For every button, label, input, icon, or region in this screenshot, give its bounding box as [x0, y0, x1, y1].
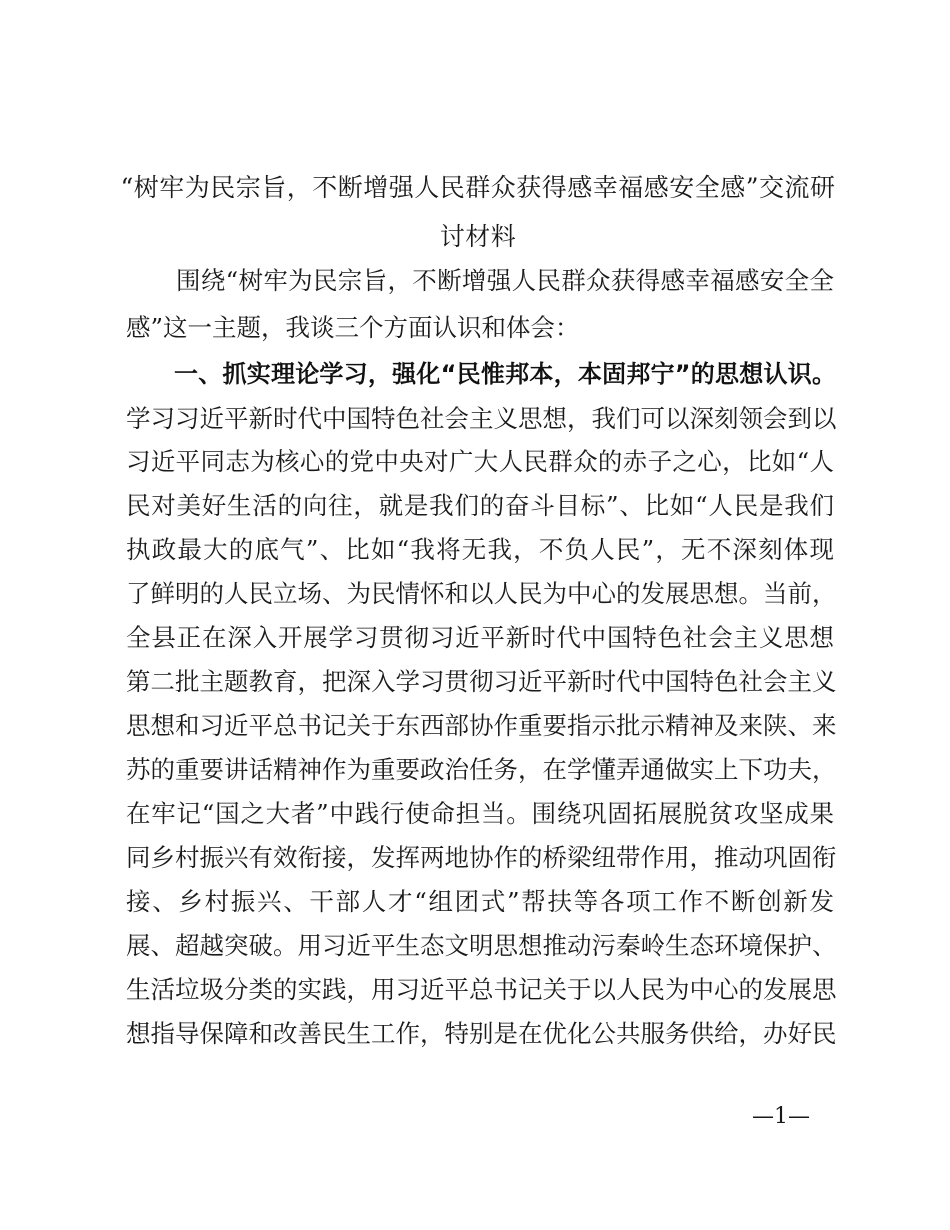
- body-line-15: 想指导保障和改善民生工作，特别是在优化公共服务供给，办好民: [126, 1019, 837, 1048]
- body-line-12: 接、乡村振兴、干部人才“组团式”帮扶等各项工作不断创新发: [126, 887, 834, 916]
- body-line-5: 了鲜明的人民立场、为民情怀和以人民为中心的发展思想。当前，: [126, 579, 837, 608]
- body-line-6: 全县正在深入开展学习贯彻习近平新时代中国特色社会主义思想: [126, 623, 834, 652]
- body-line-11: 同乡村振兴有效衔接，发挥两地协作的桥梁纽带作用，推动巩固衔: [126, 843, 837, 872]
- body-line-10: 在牢记“国之大者”中践行使命担当。围绕巩固拓展脱贫攻坚成果: [126, 799, 834, 828]
- body-line-3: 民对美好生活的向往，就是我们的奋斗目标”、比如“人民是我们: [126, 491, 834, 520]
- body-line-9: 苏的重要讲话精神作为重要政治任务，在学懂弄通做实上下功夫，: [126, 755, 837, 784]
- document-title-line-1: “树牢为民宗旨，不断增强人民群众获得感幸福感安全感”交流研: [120, 173, 836, 202]
- body-line-4: 执政最大的底气”、比如“我将无我，不负人民”，无不深刻体现: [126, 535, 834, 564]
- body-line-2: 习近平同志为核心的党中央对广大人民群众的赤子之心，比如“人: [126, 447, 834, 476]
- body-line-1: 学习习近平新时代中国特色社会主义思想，我们可以深刻领会到以: [126, 404, 837, 433]
- body-line-13: 展、超越突破。用习近平生态文明思想推动污秦岭生态环境保护、: [126, 931, 837, 960]
- intro-paragraph-line-2: 感”这一主题，我谈三个方面认识和体会：: [126, 313, 580, 342]
- page-number: —1—: [752, 1104, 810, 1129]
- body-line-8: 思想和习近平总书记关于东西部协作重要指示批示精神及来陕、来: [126, 711, 837, 740]
- section-heading-1: 一、抓实理论学习，强化“民惟邦本，本固邦宁”的思想认识。: [174, 360, 836, 388]
- intro-paragraph-line-1: 围绕“树牢为民宗旨，不断增强人民群众获得感幸福感安全全: [176, 266, 834, 295]
- body-line-7: 第二批主题教育，把深入学习贯彻习近平新时代中国特色社会主义: [126, 667, 837, 696]
- document-title-line-2: 讨材料: [439, 222, 517, 251]
- body-line-14: 生活垃圾分类的实践，用习近平总书记关于以人民为中心的发展思: [126, 975, 837, 1004]
